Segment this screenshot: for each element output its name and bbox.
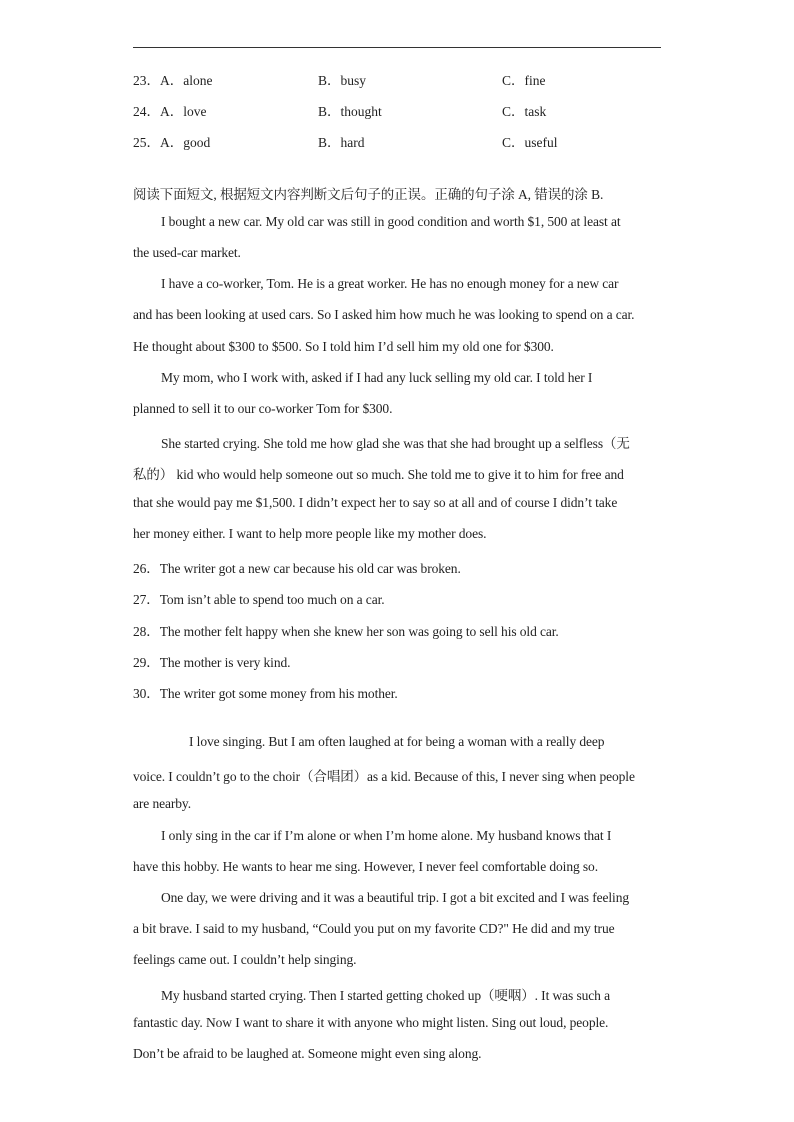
passage-line: He thought about $300 to $500. So I told him I’d sell him my old one for $300. — [133, 339, 554, 354]
passage-line: and has been looking at used cars. So I asked him how much he was looking to spend on a car. — [133, 307, 635, 322]
option-b: B．busy — [318, 73, 367, 88]
passage-line: My husband started crying. Then I started getting choked up（哽咽）. It was such a — [161, 988, 610, 1003]
passage-line: My mom, who I work with, asked if I had any luck selling my old car. I told her I — [161, 370, 593, 385]
option-row-24 — [133, 100, 673, 120]
passage-line: fantastic day. Now I want to share it with anyone who might listen. Sing out loud, people. — [133, 1015, 609, 1030]
passage-line: feelings came out. I couldn’t help singing. — [133, 952, 357, 967]
passage-line: One day, we were driving and it was a beautiful trip. I got a bit excited and I was feeling — [161, 890, 629, 905]
option-c: C．useful — [502, 135, 558, 150]
statement-item: 30．The writer got some money from his mother. — [133, 686, 398, 701]
option-c: C．task — [502, 104, 547, 119]
passage-line: I only sing in the car if I’m alone or when I’m home alone. My husband knows that I — [161, 828, 612, 843]
option-b: B．hard — [318, 135, 365, 150]
passage-line: She started crying. She told me how glad she was that she had brought up a selfless（无 — [161, 436, 630, 451]
passage-line: that she would pay me $1,500. I didn’t expect her to say so at all and of course I didn’t take — [133, 495, 618, 510]
option-row-23 — [133, 69, 673, 89]
option-a: 25．A．good — [133, 135, 211, 150]
passage-line: have this hobby. He wants to hear me sing. However, I never feel comfortable doing so. — [133, 859, 598, 874]
statement-item: 29．The mother is very kind. — [133, 655, 291, 670]
statement-item: 26．The writer got a new car because his old car was broken. — [133, 561, 461, 576]
passage-line: planned to sell it to our co-worker Tom for $300. — [133, 401, 393, 416]
passage-line: I have a co-worker, Tom. He is a great worker. He has no enough money for a new car — [161, 276, 619, 291]
option-row-25 — [133, 131, 673, 151]
passage-line: 私的） kid who would help someone out so much. She told me to give it to him for free and — [133, 467, 624, 482]
passage-line: I love singing. But I am often laughed at for being a woman with a really deep — [189, 734, 605, 749]
passage-line: I bought a new car. My old car was still in good condition and worth $1, 500 at least at — [161, 214, 621, 229]
statement-item: 28．The mother felt happy when she knew her son was going to sell his old car. — [133, 624, 559, 639]
passage-line: Don’t be afraid to be laughed at. Someone might even sing along. — [133, 1046, 482, 1061]
passage-line: the used-car market. — [133, 245, 241, 260]
option-a: 23．A．alone — [133, 73, 213, 88]
statement-item: 27．Tom isn’t able to spend too much on a car. — [133, 592, 385, 607]
option-a: 24．A．love — [133, 104, 207, 119]
passage-line: are nearby. — [133, 796, 191, 811]
section-instruction: 阅读下面短文, 根据短文内容判断文后句子的正误。正确的句子涂 A, 错误的涂 B. — [133, 187, 604, 202]
passage-line: her money either. I want to help more people like my mother does. — [133, 526, 487, 541]
passage-line: a bit brave. I said to my husband, “Could you put on my favorite CD?" He did and my true — [133, 921, 615, 936]
option-c: C．fine — [502, 73, 546, 88]
option-b: B．thought — [318, 104, 382, 119]
header-rule — [133, 47, 661, 48]
passage-line: voice. I couldn’t go to the choir（合唱团）as a kid. Because of this, I never sing when people — [133, 769, 635, 784]
